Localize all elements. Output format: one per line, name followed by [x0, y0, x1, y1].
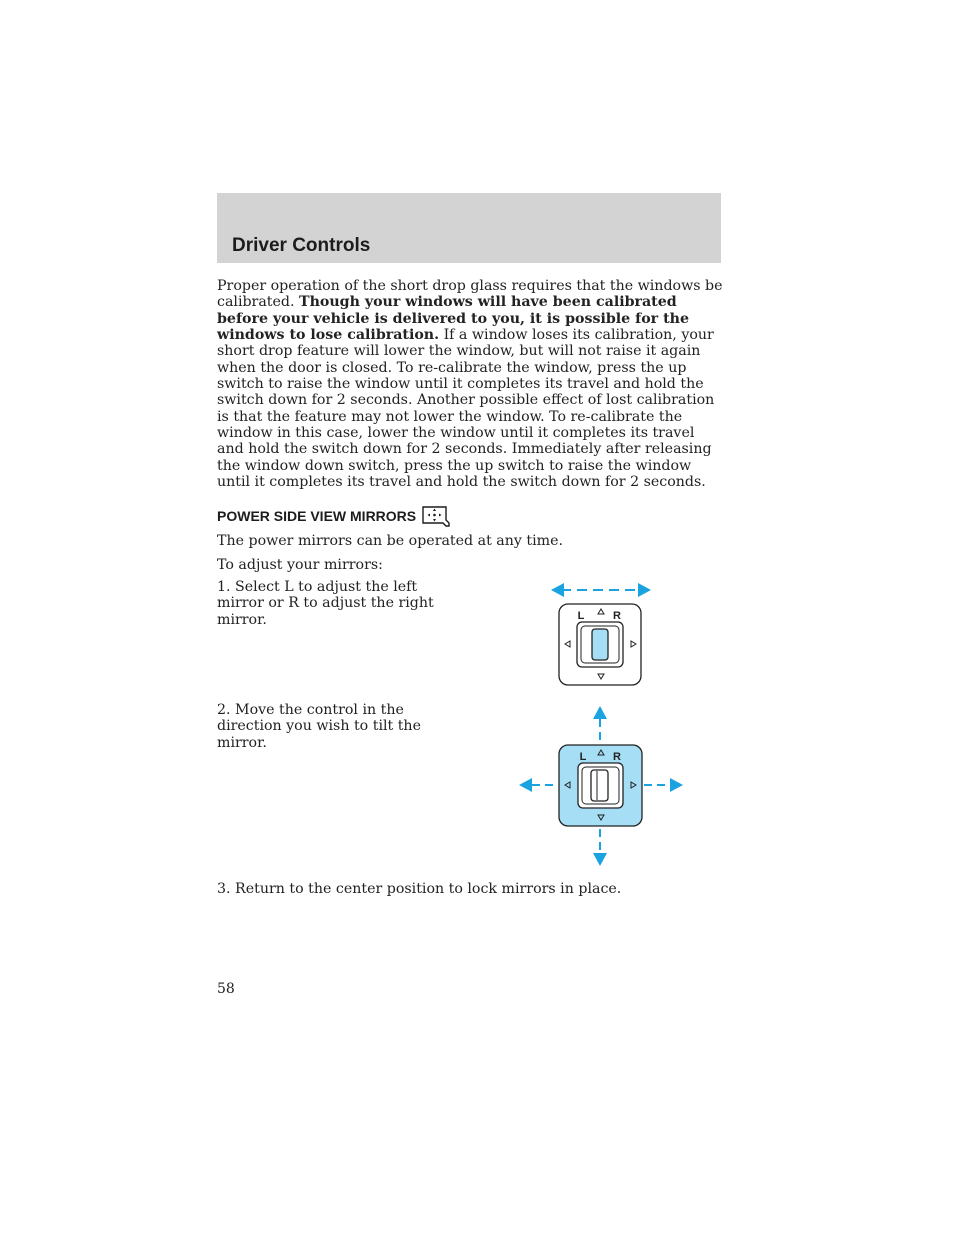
step-3-text: 3. Return to the center position to lock mirrors in place.: [217, 881, 622, 897]
mirrors-info-text: The power mirrors can be operated at any time.: [217, 533, 564, 549]
intro-text-2: If a window loses its calibration, your short drop feature will lower the window, but will not raise it again when the door is closed. To re-calibrate the window, press the up switch to raise the window until it completes its travel and hold the switch down for 2 seconds. Another possible effect of lost calibration is that the feature may not lower the window. To re-calibrate the window in this case, lower the window until it completes its travel and hold the switch down for 2 seconds. Immediately after releasing the window down switch, press the up switch to raise the window until it completes its travel and hold the switch down for 2 seconds.: [217, 327, 715, 491]
step-1-text: 1. Select L to adjust the left mirror or R to adjust the right mirror.: [217, 579, 434, 628]
page-title: Driver Controls: [232, 235, 371, 256]
right-label: R: [613, 610, 621, 622]
right-label: R: [613, 751, 621, 763]
section-title: POWER SIDE VIEW MIRRORS: [217, 508, 417, 524]
mirror-adjust-icon: [422, 505, 450, 527]
mirror-direction-diagram: [515, 702, 687, 870]
mirror-selector-diagram: [545, 578, 657, 690]
section-heading: [217, 505, 450, 527]
intro-bold-text: Though your windows will have been calibrated before your vehicle is delivered to you, it is possible for the windows to lose calibration.: [217, 294, 689, 344]
left-label: L: [577, 610, 585, 622]
intro-text-1: Proper operation of the short drop glass requires that the windows be calibrated.: [217, 278, 723, 311]
intro-paragraph: [217, 278, 723, 490]
left-label: L: [579, 751, 587, 763]
adjust-mirrors-intro: To adjust your mirrors:: [217, 557, 383, 573]
page-number: 58: [217, 981, 235, 997]
step-2-text: 2. Move the control in the direction you wish to tilt the mirror.: [217, 702, 421, 751]
header-band: [217, 193, 721, 263]
